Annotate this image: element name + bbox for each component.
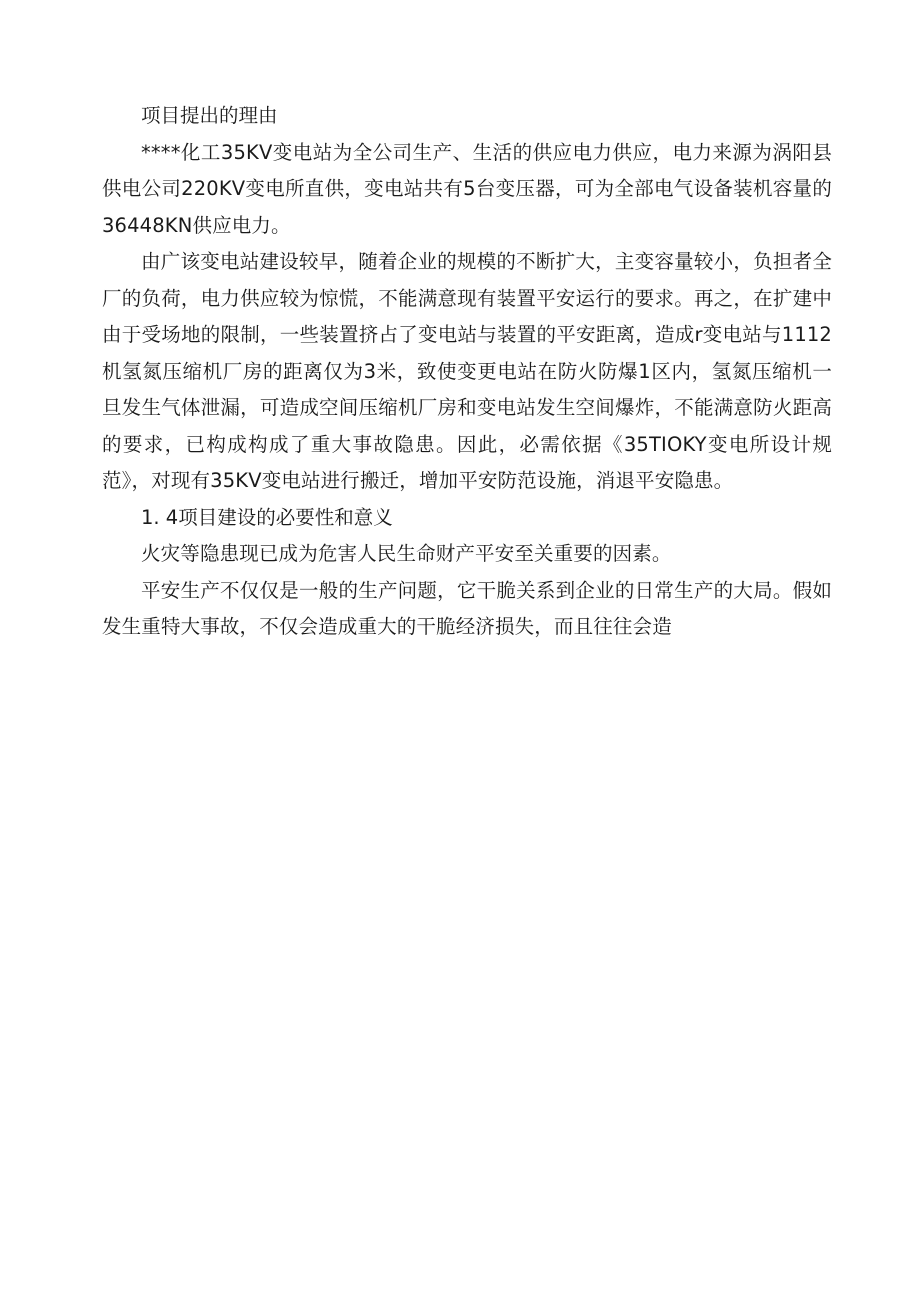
section-heading-necessity: 1. 4项目建设的必要性和意义 bbox=[141, 505, 393, 529]
paragraph-safe-production: 平安生产不仅仅是一般的生产问题，它干脆关系到企业的日常生产的大局。假如发生重特大事故，不仅会造成重大的干脆经济损失，而且往往会造 bbox=[102, 578, 832, 638]
paragraph-safety-hazard: 由广该变电站建设较早，随着企业的规模的不断扩大，主变容量较小，负担者全厂的负荷，电力供应较为惊慌，不能满意现有装置平安运行的要求。再之，在扩建中由于受场地的限制，一些装置挤占了变电站与装置的平安距离，造成r变电站与1112机氢氮压缩机厂房的距离仅为3米，致使变更电站在防火防爆1区内，氢氮压缩机一旦发生气体泄漏，可造成空间压缩机厂房和变电站发生空间爆炸，不能满意防火距高的要求，已构成构成了重大事故隐患。因此，必需依据《35TIOKY变电所设计规范》，对现有35KV变电站进行搬迁，增加平安防范设施，消退平安隐患。 bbox=[102, 250, 832, 492]
paragraph-fire-hazard: 火灾等隐患现已成为危害人民生命财产平安至关重要的因素。 bbox=[141, 542, 672, 565]
section-heading-reason: 项目提出的理由 bbox=[141, 104, 278, 127]
paragraph-power-supply: ****化工35KV变电站为全公司生产、生活的供应电力供应，电力来源为涡阳县供电公司220KV变电所直供，变电站共有5台变压器，可为全部电气设备装机容量的36448KN供应电力。 bbox=[102, 140, 832, 237]
document-body bbox=[102, 98, 832, 646]
